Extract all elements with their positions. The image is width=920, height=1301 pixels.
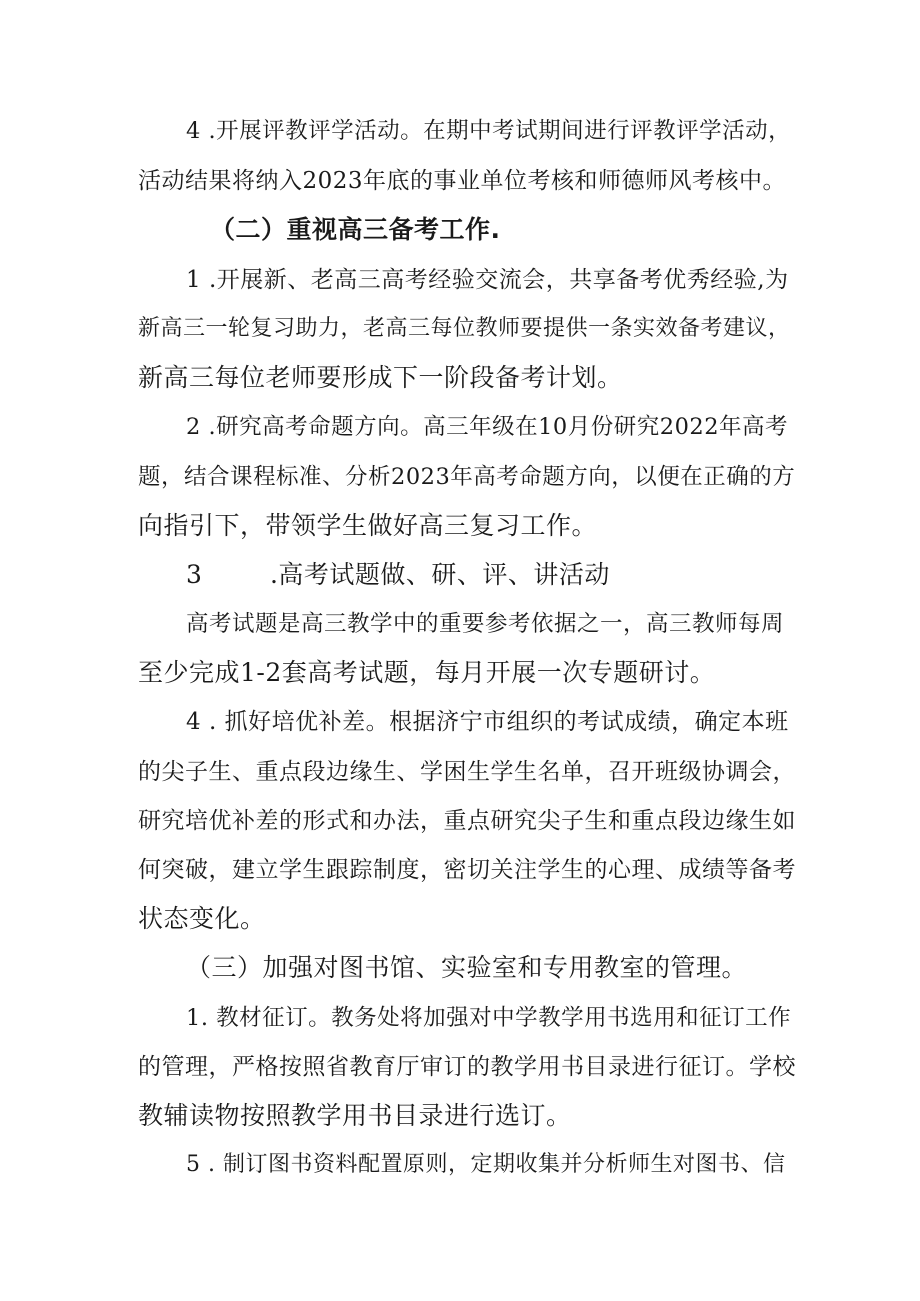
paragraph-line: 研究培优补差的形式和办法，重点研究尖子生和重点段边缘生如 bbox=[138, 808, 796, 834]
paragraph-line: 的管理，严格按照省教育厅审订的教学用书目录进行征订。学校 bbox=[138, 1054, 796, 1080]
paragraph-line: 新高三每位老师要形成下一阶段备考计划。 bbox=[138, 363, 623, 392]
paragraph-line: 教辅读物按照教学用书目录进行选订。 bbox=[138, 1101, 572, 1130]
paragraph-line: 状态变化。 bbox=[138, 904, 266, 933]
paragraph-line: 新高三一轮复习助力，老高三每位教师要提供一条实效备考建议， bbox=[138, 316, 791, 341]
paragraph-line: 高考试题是高三教学中的重要参考依据之一，高三教师每周 bbox=[186, 611, 785, 637]
paragraph-line: 何突破，建立学生跟踪制度，密切关注学生的心理、成绩等备考 bbox=[138, 857, 796, 883]
paragraph-line: 1. 教材征订。教务处将加强对中学教学用书选用和征订工作 bbox=[186, 1005, 792, 1031]
paragraph-line: 题，结合课程标准、分析2023年高考命题方向，以便在正确的方 bbox=[138, 464, 796, 490]
paragraph-line: 向指引下，带领学生做好高三复习工作。 bbox=[138, 511, 598, 540]
paragraph-line: 5 . 制订图书资料配置原则，定期收集并分析师生对图书、信 bbox=[186, 1152, 786, 1177]
paragraph-line: 2 .研究高考命题方向。高三年级在10月份研究2022年高考 bbox=[186, 414, 789, 440]
paragraph-line: 3 .高考试题做、研、评、讲活动 bbox=[186, 560, 610, 589]
section-heading: （二）重视高三备考工作. bbox=[210, 215, 501, 244]
paragraph-line: 活动结果将纳入2023年底的事业单位考核和师德师风考核中。 bbox=[138, 168, 787, 194]
section-heading: （三）加强对图书馆、实验室和专用教室的管理。 bbox=[186, 953, 748, 982]
paragraph-line: 至少完成1-2套高考试题，每月开展一次专题研讨。 bbox=[138, 658, 716, 687]
paragraph-line: 的尖子生、重点段边缘生、学困生学生名单，召开班级协调会， bbox=[138, 759, 796, 785]
paragraph-line: 4 .开展评教评学活动。在期中考试期间进行评教评学活动， bbox=[186, 118, 792, 144]
paragraph-line: 1 .开展新、老高三高考经验交流会，共享备考优秀经验,为 bbox=[186, 267, 789, 293]
paragraph-line: 4 . 抓好培优补差。根据济宁市组织的考试成绩，确定本班 bbox=[186, 709, 789, 735]
